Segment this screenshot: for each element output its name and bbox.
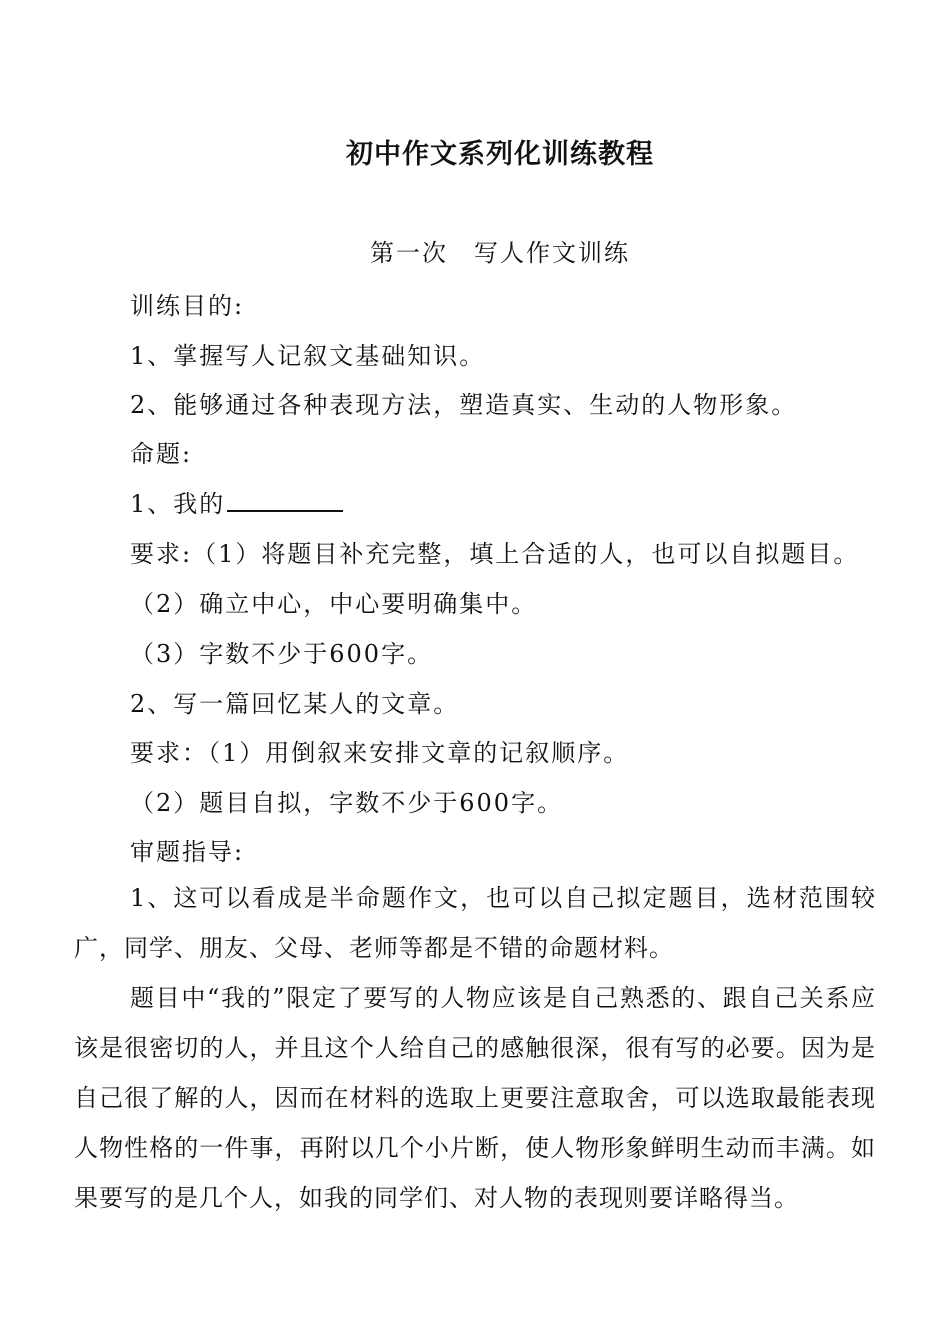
requirement-2: 要求：（1）用倒叙来安排文章的记叙顺序。: [130, 739, 630, 767]
requirement-1-3: （3）字数不少于600字。: [130, 640, 434, 668]
fill-in-blank: [227, 488, 343, 512]
topic-item-1-text: 1、我的: [130, 490, 226, 518]
goal-heading: 训练目的:: [130, 292, 245, 320]
document-title: 初中作文系列化训练教程: [346, 139, 654, 170]
requirement-2-2: （2）题目自拟，字数不少于600字。: [130, 789, 564, 817]
topic-item-1: [130, 484, 343, 519]
goal-item-1: 1、掌握写人记叙文基础知识。: [130, 342, 486, 370]
topic-heading: 命题:: [130, 440, 193, 468]
requirement-1: 要求:（1）将题目补充完整，填上合适的人，也可以自拟题目。: [130, 540, 860, 568]
goal-item-2: 2、能够通过各种表现方法，塑造真实、生动的人物形象。: [130, 391, 798, 419]
guide-heading: 审题指导:: [130, 838, 245, 866]
topic-item-2: 2、写一篇回忆某人的文章。: [130, 690, 460, 718]
requirement-1-2: （2）确立中心，中心要明确集中。: [130, 590, 538, 618]
section-title: 第一次 写人作文训练: [370, 239, 630, 267]
guide-paragraph-1: 1、这可以看成是半命题作文，也可以自己拟定题目，选材范围较广，同学、朋友、父母、老师等都是不错的命题材料。: [74, 884, 876, 962]
guide-paragraph-2: 题目中“我的”限定了要写的人物应该是自己熟悉的、跟自己关系应该是很密切的人，并且这个人给自己的感触很深，很有写的必要。因为是自己很了解的人，因而在材料的选取上更要注意取舍，可以选取最能表现人物性格的一件事，再附以几个小片断，使人物形象鲜明生动而丰满。如果要写的是几个人，如我的同学们、对人物的表现则要详略得当。: [74, 984, 876, 1212]
